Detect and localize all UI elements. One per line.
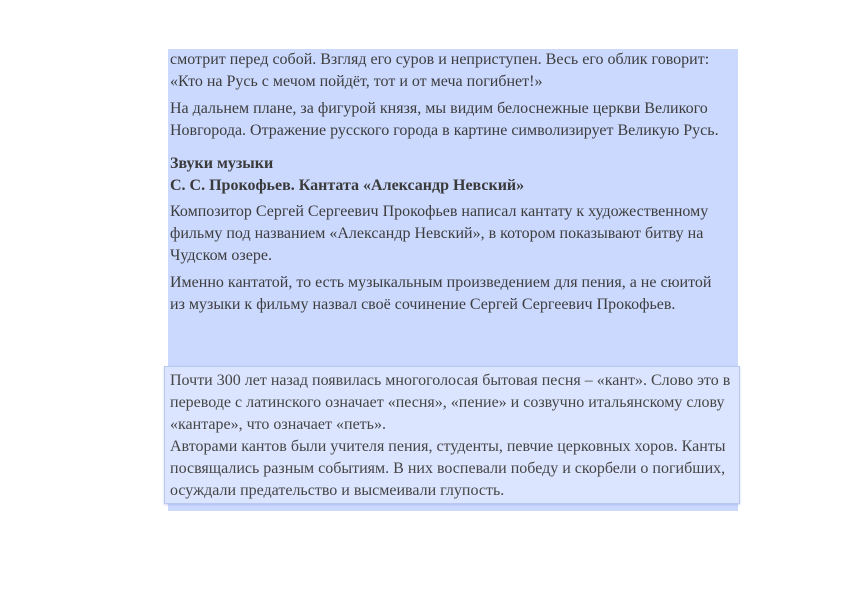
authors-paragraph: Авторами кантов были учителя пения, студенты, певчие церковных хоров. Канты посвящались разным событиям. В них воспевали победу и скорбели о погибших, осуждали предательство и высмеивали глупость. <box>170 438 726 499</box>
kant-paragraph: Почти 300 лет назад появилась многоголосая бытовая песня – «кант». Слово это в переводе с латинского означает «песня», «пение» и созвучно итальянскому слову «кантаре», что означает «петь». <box>170 372 731 433</box>
section-heading: Звуки музыки <box>170 155 274 172</box>
composer-paragraph: Композитор Сергей Сергеевич Прокофьев написал кантату к художественному фильму под названием «Александр Невский», в котором показывают битву на Чудском озере. <box>170 203 709 264</box>
callout-text <box>170 370 735 502</box>
subheading: С. С. Прокофьев. Кантата «Александр Невский» <box>170 177 525 194</box>
intro-paragraph: смотрит перед собой. Взгляд его суров и неприступен. Весь его облик говорит: «Кто на Русь с мечом пойдёт, тот и от меча погибнет!» <box>170 51 710 90</box>
document-body <box>170 49 730 321</box>
cantata-paragraph: Именно кантатой, то есть музыкальным произведением для пения, а не сюитой из музыки к фильму назвал своё сочинение Сергей Сергеевич Прокофьев. <box>170 274 712 313</box>
background-paragraph: На дальнем плане, за фигурой князя, мы видим белоснежные церкви Великого Новгорода. Отражение русского города в картине символизирует Великую Русь. <box>170 100 719 139</box>
